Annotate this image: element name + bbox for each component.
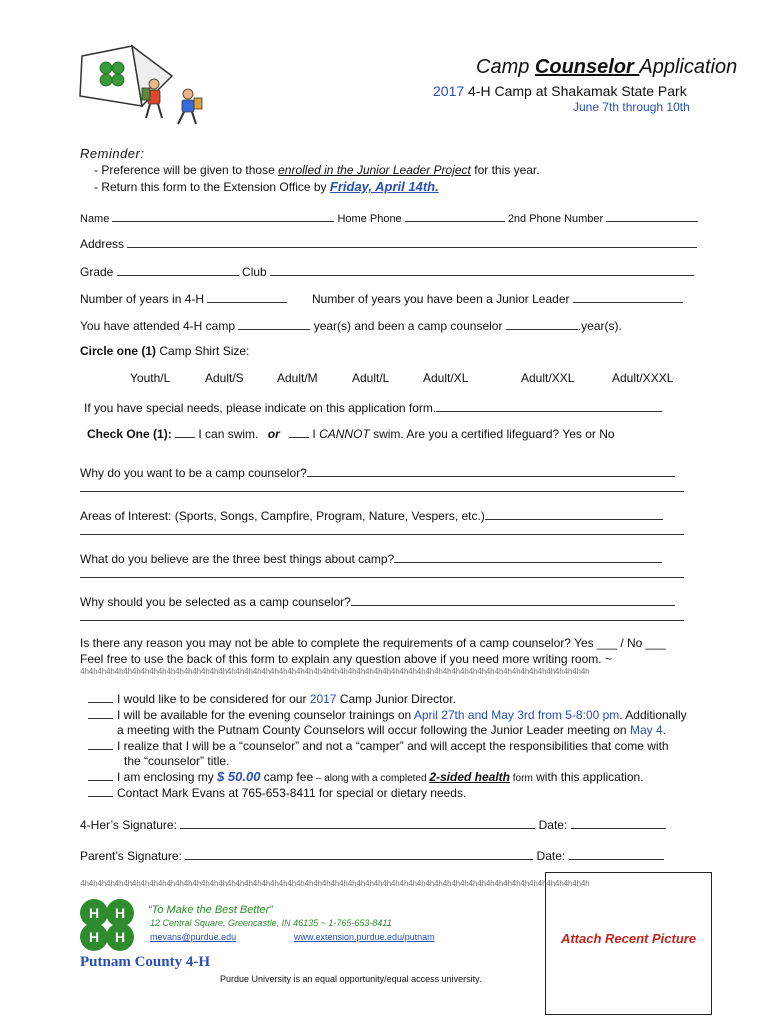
camp-years-field[interactable]: [238, 317, 310, 330]
camp-dates: June 7th through 10th: [573, 100, 690, 114]
shirt-size-adult-m[interactable]: Adult/M: [277, 371, 318, 385]
name-label: Name: [80, 213, 110, 225]
county-name: Putnam County 4-H: [80, 954, 211, 970]
parent-date-field[interactable]: [569, 847, 664, 860]
second-phone-field[interactable]: [606, 209, 698, 222]
shirt-size-adult-s[interactable]: Adult/S: [205, 371, 244, 385]
fourh-date-field[interactable]: [571, 816, 666, 829]
check-trainings: I will be available for the evening counselor trainings on April 27th and May 3rd from 5-8:00 pm. Additionally: [88, 707, 687, 722]
svg-text:H: H: [88, 929, 100, 945]
address-field[interactable]: [127, 235, 697, 248]
answer-interests-2[interactable]: [80, 534, 684, 535]
photo-box-label: Attach Recent Picture: [560, 931, 697, 946]
shirt-size-adult-xxl[interactable]: Adult/XXL: [521, 371, 575, 385]
years-jl-field[interactable]: [573, 290, 683, 303]
check-junior-director: I would like to be considered for our 2017 Camp Junior Director.: [88, 691, 456, 706]
check-realize: I realize that I will be a “counselor” and not a “camper” and will accept the responsibilities that come with: [88, 738, 669, 753]
years-jl-row: [312, 290, 683, 306]
contact-check[interactable]: [88, 785, 113, 797]
camp-tent-illustration: [72, 36, 222, 128]
answer-best-things-1[interactable]: [394, 550, 662, 563]
back-of-form-note: Feel free to use the back of this form to explain any question above if you need more writing room. ~: [80, 652, 612, 666]
footer-address: 12 Central Square, Greencastle, IN 46135 ~ 1-765-653-8411: [150, 918, 392, 928]
footer-motto: “To Make the Best Better”: [148, 904, 273, 916]
name-field[interactable]: [112, 209, 334, 222]
counselor-years-field[interactable]: [506, 317, 578, 330]
second-phone-label: 2nd Phone Number: [507, 213, 604, 225]
parent-signature-row: Parent’s Signature: Date:: [80, 847, 664, 863]
special-needs-row: If you have special needs, please indicate on this application form.: [84, 399, 662, 415]
special-needs-field[interactable]: [436, 399, 662, 412]
shirt-heading: Circle one (1) Camp Shirt Size:: [80, 344, 250, 358]
equal-opportunity-statement: Purdue University is an equal opportunity/equal access university.: [220, 974, 482, 984]
address-row: [80, 235, 697, 251]
answer-why-selected-2[interactable]: [80, 620, 684, 621]
question-best-things: What do you believe are the three best things about camp?: [80, 550, 662, 566]
shirt-size-youth-l[interactable]: Youth/L: [130, 371, 171, 385]
answer-why-counselor-2[interactable]: [80, 491, 684, 492]
question-interests: Areas of Interest: (Sports, Songs, Campfire, Program, Nature, Vespers, etc.): [80, 507, 663, 523]
club-field[interactable]: [270, 263, 694, 276]
shirt-size-adult-xxxl[interactable]: Adult/XXXL: [612, 371, 674, 385]
check-contact: Contact Mark Evans at 765-653-8411 for special or dietary needs.: [88, 785, 466, 800]
swim-yes-check[interactable]: [175, 425, 195, 438]
question-why-counselor: Why do you want to be a camp counselor?: [80, 464, 675, 480]
footer-website-link[interactable]: www.extension.purdue.edu/putnam: [294, 932, 435, 942]
4h-clover-logo: [74, 893, 142, 959]
address-label: Address: [80, 237, 125, 251]
grade-field[interactable]: [117, 263, 239, 276]
swim-no-check[interactable]: [289, 425, 309, 438]
swim-row: Check One (1): I can swim. or I CANNOT swim. Are you a certified lifeguard? Yes or No: [87, 427, 615, 441]
clover-divider-1: 4h4h4h4h4h4h4h4h4h4h4h4h4h4h4h4h4h4h4h4h4h4h4h4h4h4h4h4h4h4h4h4h4h4h4h4h4h4h4h4h4h4h4h4h4h4h4h4h4h4h4h4h4h4h4h4h4h4h4h: [80, 667, 590, 676]
realize-check[interactable]: [88, 738, 113, 750]
shirt-size-adult-l[interactable]: Adult/L: [352, 371, 390, 385]
svg-text:H: H: [114, 905, 126, 921]
form-title: Camp Counselor Application: [476, 56, 738, 78]
reminder-line-2: - Return this form to the Extension Office by Friday, April 14th.: [94, 179, 439, 194]
trainings-check[interactable]: [88, 707, 113, 719]
shirt-size-adult-xl[interactable]: Adult/XL: [423, 371, 469, 385]
attended-row: You have attended 4-H camp year(s) and been a camp counselor .year(s).: [80, 319, 622, 333]
parent-signature-field[interactable]: [185, 847, 533, 860]
form-subtitle: 2017 4-H Camp at Shakamak State Park: [433, 83, 687, 99]
answer-interests-1[interactable]: [485, 507, 663, 520]
years-4h-field[interactable]: [207, 290, 287, 303]
question-why-selected: Why should you be selected as a camp counselor?: [80, 593, 675, 609]
svg-text:H: H: [114, 929, 126, 945]
years-4h-label: Number of years in 4-H: [80, 292, 205, 306]
answer-best-things-2[interactable]: [80, 577, 684, 578]
check-fee: I am enclosing my $ 50.00 camp fee – along with a completed 2-sided health form with this application.: [88, 769, 644, 784]
fourh-signature-field[interactable]: [180, 816, 535, 829]
recent-picture-box[interactable]: [545, 872, 712, 1015]
junior-director-check[interactable]: [88, 691, 113, 703]
club-label: Club: [242, 265, 267, 279]
footer-email-link[interactable]: mevans@purdue.edu: [150, 932, 237, 942]
years-4h-row: [80, 290, 287, 306]
check-realize-line-2: the “counselor” title.: [124, 754, 230, 768]
answer-why-selected-1[interactable]: [351, 593, 675, 606]
reminder-line-1: - Preference will be given to those enrolled in the Junior Leader Project for this year.: [94, 163, 540, 177]
grade-club-row: [80, 263, 694, 279]
answer-why-counselor-1[interactable]: [307, 464, 675, 477]
home-phone-field[interactable]: [405, 209, 505, 222]
svg-text:H: H: [88, 905, 100, 921]
reason-question: Is there any reason you may not be able to complete the requirements of a camp counselor? Yes ___ / No ___: [80, 636, 666, 650]
fee-check[interactable]: [88, 769, 113, 781]
clover-divider-2: 4h4h4h4h4h4h4h4h4h4h4h4h4h4h4h4h4h4h4h4h4h4h4h4h4h4h4h4h4h4h4h4h4h4h4h4h4h4h4h4h4h4h4h4h4h4h4h4h4h4h4h4h4h4h4h4h4h4h4h: [80, 879, 590, 888]
reminder-heading: Reminder:: [80, 146, 145, 161]
home-phone-label: Home Phone: [337, 213, 402, 225]
years-jl-label: Number of years you have been a Junior Leader: [312, 292, 570, 306]
check-trainings-line-2: a meeting with the Putnam County Counselors will occur following the Junior Leader meeting on May 4.: [117, 723, 666, 737]
fourh-signature-row: 4-Her’s Signature: Date:: [80, 816, 666, 832]
grade-label: Grade: [80, 265, 114, 279]
name-row: [80, 209, 698, 225]
